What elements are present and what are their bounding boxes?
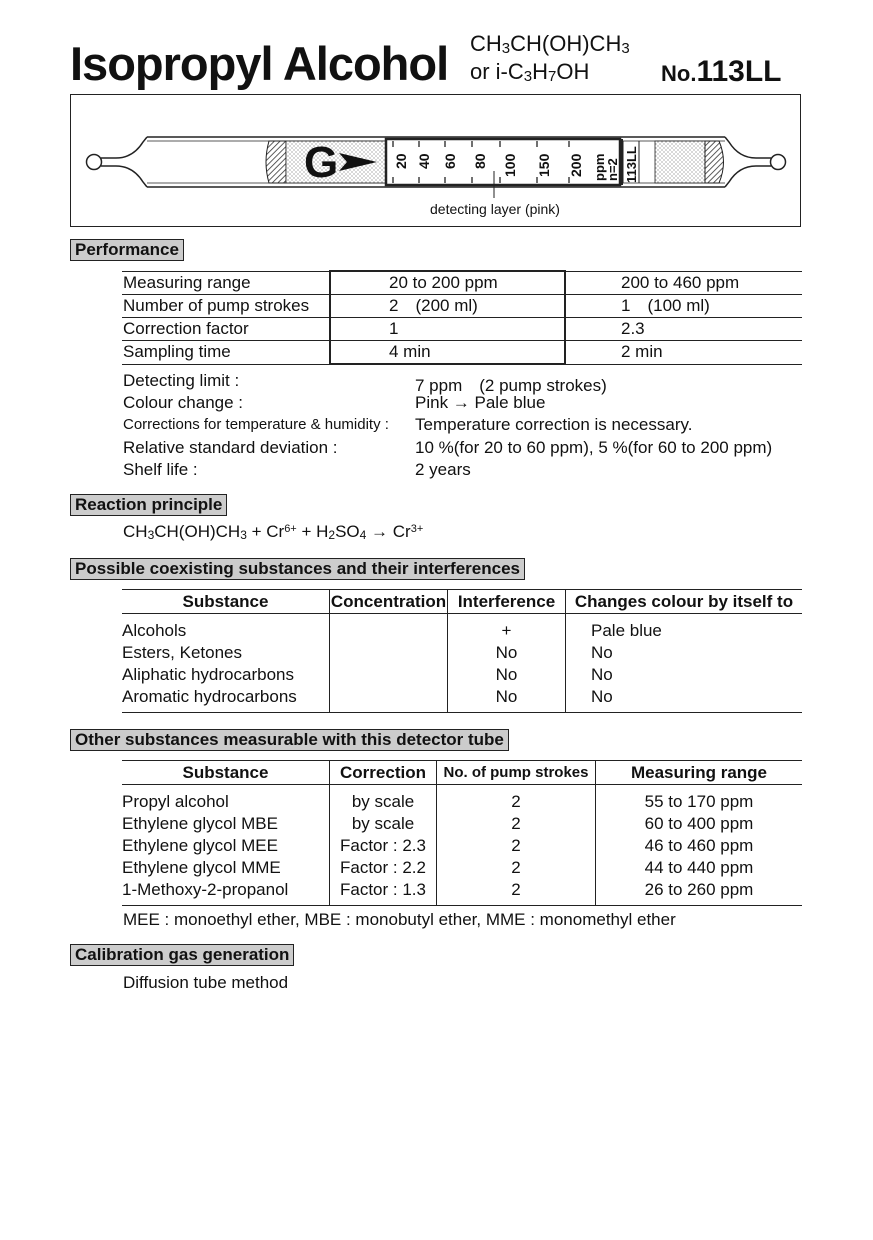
unit-label: ppm <box>592 153 607 181</box>
table-row: 1-Methoxy-2-propanol Factor : 1.3 2 26 to 260 ppm <box>122 879 802 906</box>
table-row: Aliphatic hydrocarbons No No <box>122 664 802 686</box>
strokes-label: n=2 <box>605 158 620 181</box>
table-row: Alcohols + Pale blue <box>122 614 802 643</box>
formula-line-2: or $i-C_3H_7OH$ <box>470 59 590 85</box>
detail-value: Temperature correction is necessary. <box>415 415 693 434</box>
detail-label: Shelf life : <box>123 460 198 479</box>
detail-label: Corrections for temperature & humidity : <box>123 416 389 433</box>
table-row: Ethylene glycol MEE Factor : 2.3 2 46 to 460 ppm <box>122 835 802 857</box>
tube-number: No.113LL <box>661 55 782 88</box>
logo-g: G <box>304 138 339 187</box>
table-row: Measuring range 20 to 200 ppm 200 to 460 ppm <box>122 271 802 295</box>
detail-label: Detecting limit : <box>123 371 240 390</box>
detail-value: Pink → Pale blue <box>415 393 546 412</box>
page-title: Isopropyl Alcohol <box>70 37 449 90</box>
table-row: Aromatic hydrocarbons No No <box>122 686 802 713</box>
calibration-method: Diffusion tube method <box>123 973 289 992</box>
table-row: Propyl alcohol by scale 2 55 to 170 ppm <box>122 785 802 814</box>
abbreviation-note: MEE : monoethyl ether, MBE : monobutyl ether, MME : monomethyl ether <box>123 910 676 929</box>
formula-line-1: $CH_3CH(OH)CH_3$ <box>470 31 630 57</box>
other-substances-table <box>122 760 802 906</box>
section-heading-performance: Performance <box>70 239 184 261</box>
scale-label: 60 <box>442 153 458 169</box>
section-heading-other-substances: Other substances measurable with this detector tube <box>70 729 509 751</box>
detail-label: Relative standard deviation : <box>123 438 338 457</box>
tube-illustration <box>70 94 801 227</box>
table-row: Correction factor 1 2.3 <box>122 318 802 341</box>
interferences-table <box>122 589 802 713</box>
detail-value: 7 ppm (2 pump strokes) <box>415 376 607 395</box>
table-row: Sampling time 4 min 2 min <box>122 341 802 365</box>
detector-tube-diagram <box>71 95 800 226</box>
table-row: Ethylene glycol MBE by scale 2 60 to 400 ppm <box>122 813 802 835</box>
table-header-row: Substance Correction No. of pump strokes Measuring range <box>122 761 802 785</box>
scale-label: 200 <box>568 153 584 177</box>
detail-label: Colour change : <box>123 393 244 412</box>
table-header-row: Substance Concentration Interference Changes colour by itself to <box>122 590 802 614</box>
detail-value: 10 %(for 20 to 60 ppm), 5 %(for 60 to 200 ppm) <box>415 438 773 457</box>
scale-label: 150 <box>536 153 552 177</box>
reaction-equation: $CH_3CH(OH)CH_3 + Cr^{6+} + H_2SO_4 \to Cr^{3+}$ <box>123 522 424 542</box>
table-row: Number of pump strokes 2 (200 ml) 1 (100 ml) <box>122 295 802 318</box>
scale-label: 40 <box>416 153 432 169</box>
performance-table <box>122 270 802 365</box>
detecting-layer-caption: detecting layer (pink) <box>430 201 560 217</box>
table-row: Esters, Ketones No No <box>122 642 802 664</box>
section-heading-reaction: Reaction principle <box>70 494 227 516</box>
scale-label: 100 <box>502 153 518 177</box>
section-heading-interferences: Possible coexisting substances and their interferences <box>70 558 525 580</box>
detail-value: 2 years <box>415 460 471 479</box>
scale-label: 20 <box>393 153 409 169</box>
table-row: Ethylene glycol MME Factor : 2.2 2 44 to 440 ppm <box>122 857 802 879</box>
tube-code-label: 113LL <box>624 146 639 183</box>
scale-label: 80 <box>472 153 488 169</box>
section-heading-calibration: Calibration gas generation <box>70 944 294 966</box>
